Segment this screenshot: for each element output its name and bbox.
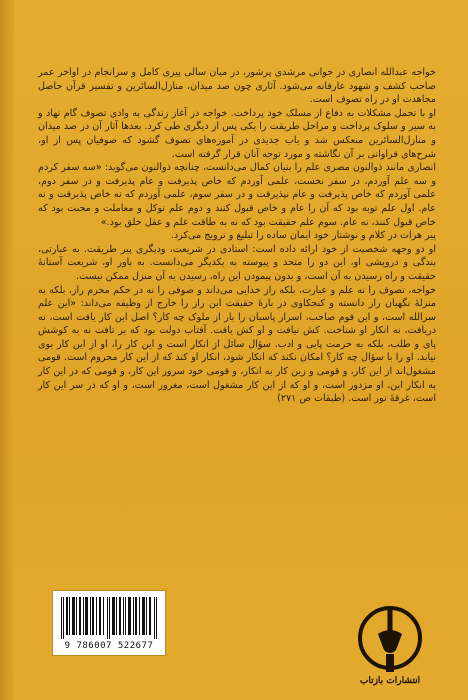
paragraph-4: پیر هرات در کلام و نوشتار خود ایمان ساده را تبلیغ و ترویج می‌کرد. [170, 230, 436, 242]
paragraph-6: خواجه، تصوف را نه علم و عبارت، بلکه راز خدایی می‌داند و صوفی را نه در حکم محرم راز، بلکه به منزلهٔ نگهبان راز دانسته و کنجکاوی در بارهٔ حقیقت این راز را خارج از وظیفه می‌داند: «این علم سرالله است، و این قوم صاحب، اسرار پاسبان را بار از ملوک چه کار؟ اصل این کار یافت است، نه دریافت، نه انکار او شناخت. کش نیافت و او کش یافت. آفتاب دولت بود که بر تافت نه به کوشش پای و طلب، بلکه به حرمت پایی و ادب. سؤال سائل از انکار است و این کار را، او از این کار بوی نیابد. او را با سؤال چه کار؟ امکان نکند که انکار شود، انکار او کند که از این کار محروم است. قومی مشغول‌اند از این کار، و قومی و زین کار به انکار، و قومی خود سرور این کار، و قومی که در این کار به انکار این، او مزدور است، و او که از این کار مشغول است، مغرور است، و او که در سر این کار است، غرقهٔ نور است. (طبقات ص ۲۷۱) [38, 284, 436, 405]
paragraph-5: او دو وجهه شخصیت از خود ارائه داده است: استادی در شریعت، ودیگری پیر طریقت. به عبارتی، بندگی و درویشی او، این دو را متحد و پیوسته به یکدیگر می‌دانست. به باور او، شریعت آستانهٔ حقیقت و راه رسیدن به آن است، و بدون پیمودن این راه، رسیدن به آن منزل ممکن نیست. [38, 243, 436, 282]
blurb-text [38, 66, 436, 406]
paragraph-2: او با تحمل مشکلات به دفاع از مسلک خود پرداخت. خواجه در آغاز زندگی به وادی تصوف گام نهاد و به سیر و سلوک پرداخت و مراحل طریقت را یکی پس از دیگری طی کرد. بعدها آثار آن در صد میدان و منازل‌السائرین منعکس شد و باب جدیدی در آموزه‌های تصوف گشود که صوفیان پس از او، شرح‌های فراوانی بر آن نگاشته و مورد توجه آنان قرار گرفته است. [38, 107, 436, 160]
barcode-bars-icon [61, 597, 157, 639]
paragraph-3: انصاری مانند ذوالنون مصری علم را بنیان کمال می‌دانست، چنانچه ذوالنون می‌گوید: «سه سفر کردم و سه علم آوردم، در سفر نخست، علمی آوردم که خاص پذیرفت و عام پذیرفت و در سفر دوم، علمی آوردم که خاص پذیرفت و عام نپذیرفت و در سفر سوم، علمی آوردم که نه خاص پذیرفت و نه عام. اول علم توبه بود که آن را عام و خاص قبول کنند و دوم علم توکل و معاملت و محبت بود که خاص قبول کنند، نه عام. سوم علم حقیقت بود که نه به طاقت علم و عقل خلق بود.» [38, 162, 436, 228]
barcode [52, 590, 166, 656]
publisher-name: انتشارات بازتاب [359, 676, 421, 686]
barcode-digits: 9 786007 522677 [64, 641, 154, 651]
paragraph-1: خواجه عبدالله انصاری در جوانی مرشدی پرشور، در میان سالی پیری کامل و سرانجام در اواخر عمر صاحب کشف و شهود عارفانه می‌شود. آثاری چون صد میدان، منازل‌السائرین و تفسیر قرآن حاصل مجاهدت او در راه تصوف است. [38, 67, 436, 106]
publisher-logo-icon [356, 604, 424, 676]
